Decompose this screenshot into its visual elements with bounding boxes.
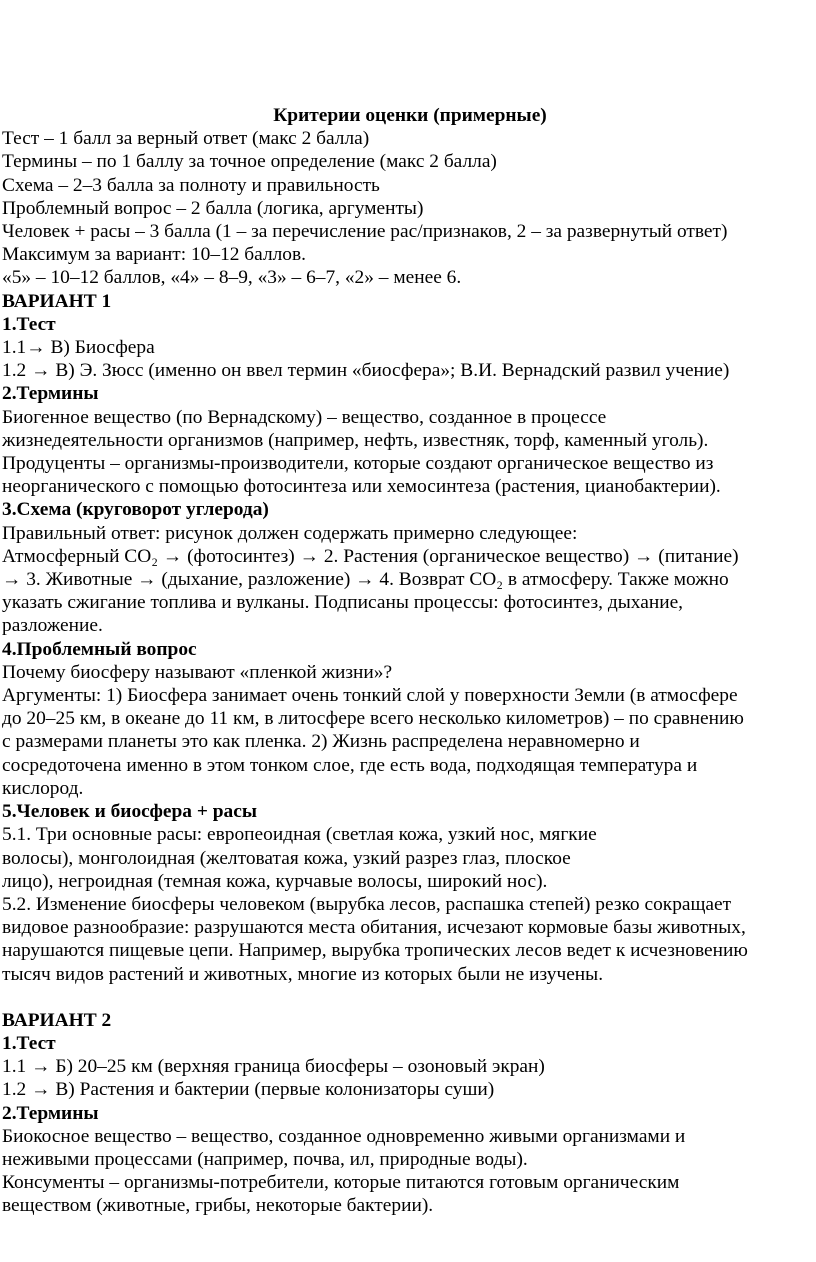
v1-test-line: 1.2 → В) Э. Зюсс (именно он ввел термин «биосфера»; В.И. Вернадский развил учение) — [2, 360, 730, 382]
v1-human-heading: 5.Человек и биосфера + расы — [2, 801, 257, 823]
v2-terms-line: Консументы – организмы-потребители, которые питаются готовым органическим — [2, 1172, 680, 1194]
v1-human-line: нарушаются пищевые цепи. Например, вырубка тропических лесов ведет к исчезновению — [2, 940, 748, 962]
criteria-line: Максимум за вариант: 10–12 баллов. — [2, 244, 307, 266]
v1-human-line: тысяч видов растений и животных, многие из которых были не изучены. — [2, 963, 604, 985]
v1-problem-line: Почему биосферу называют «пленкой жизни»? — [2, 661, 393, 683]
criteria-line: Человек + расы – 3 балла (1 – за перечисление рас/признаков, 2 – за развернутый ответ) — [2, 221, 728, 243]
v1-human-line: волосы), монголоидная (желтоватая кожа, узкий разрез глаз, плоское — [2, 847, 571, 869]
v2-test-heading: 1.Тест — [2, 1032, 56, 1054]
variant-2-title: ВАРИАНТ 2 — [2, 1009, 112, 1031]
criteria-line: Тест – 1 балл за верный ответ (макс 2 балла) — [2, 128, 370, 150]
v1-scheme-line: указать сжигание топлива и вулканы. Подписаны процессы: фотосинтез, дыхание, — [2, 592, 684, 614]
v1-terms-heading: 2.Термины — [2, 383, 99, 405]
v1-terms-line: Продуценты – организмы-производители, которые создают органическое вещество из — [2, 453, 714, 475]
v2-terms-line: неживыми процессами (например, почва, ил, природные воды). — [2, 1148, 528, 1170]
criteria-line: Схема – 2–3 балла за полноту и правильность — [2, 174, 380, 196]
v2-terms-heading: 2.Термины — [2, 1102, 99, 1124]
variant-1-title: ВАРИАНТ 1 — [2, 290, 112, 312]
v1-scheme-line: Атмосферный CO₂ → (фотосинтез) → 2. Растения (органическое вещество) → (питание) — [2, 545, 739, 567]
v1-test-heading: 1.Тест — [2, 313, 56, 335]
criteria-line: Проблемный вопрос – 2 балла (логика, аргументы) — [2, 197, 424, 219]
v1-human-line: 5.2. Изменение биосферы человеком (вырубка лесов, распашка степей) резко сокращает — [2, 893, 732, 915]
v1-human-line: видовое разнообразие: разрушаются места обитания, исчезают кормовые базы животных, — [2, 917, 746, 939]
section-spacer — [2, 986, 814, 1009]
v1-problem-line: сосредоточена именно в этом тонком слое, где есть вода, подходящая температура и — [2, 754, 698, 776]
v1-scheme-heading: 3.Схема (круговорот углерода) — [2, 499, 269, 521]
criteria-line: «5» – 10–12 баллов, «4» – 8–9, «3» – 6–7, «2» – менее 6. — [2, 267, 462, 289]
v1-test-line: 1.1→ В) Биосфера — [2, 337, 155, 359]
v1-scheme-line: разложение. — [2, 615, 103, 637]
v1-human-line: лицо), негроидная (темная кожа, курчавые волосы, широкий нос). — [2, 870, 548, 892]
v2-terms-line: Биокосное вещество – вещество, созданное одновременно живыми организмами и — [2, 1125, 686, 1147]
criteria-title: Критерии оценки (примерные) — [273, 105, 547, 126]
document-page — [2, 104, 814, 1218]
v2-test-line: 1.1 → Б) 20–25 км (верхняя граница биосферы – озоновый экран) — [2, 1056, 545, 1078]
v1-terms-line: неорганического с помощью фотосинтеза или хемосинтеза (растения, цианобактерии). — [2, 476, 721, 498]
v1-scheme-line: Правильный ответ: рисунок должен содержать примерно следующее: — [2, 522, 578, 544]
v1-human-line: 5.1. Три основные расы: европеоидная (светлая кожа, узкий нос, мягкие — [2, 824, 597, 846]
v1-terms-line: Биогенное вещество (по Вернадскому) – вещество, созданное в процессе — [2, 406, 607, 428]
criteria-line: Термины – по 1 баллу за точное определение (макс 2 балла) — [2, 151, 497, 173]
v1-problem-line: до 20–25 км, в океане до 11 км, в литосфере всего несколько километров) – по сравнению — [2, 708, 744, 730]
v1-problem-line: кислород. — [2, 777, 84, 799]
v1-problem-line: Аргументы: 1) Биосфера занимает очень тонкий слой у поверхности Земли (в атмосфере — [2, 685, 738, 707]
v2-terms-line: веществом (животные, грибы, некоторые бактерии). — [2, 1195, 434, 1217]
v1-problem-heading: 4.Проблемный вопрос — [2, 638, 197, 660]
v2-test-line: 1.2 → В) Растения и бактерии (первые колонизаторы суши) — [2, 1079, 495, 1101]
v1-problem-line: с размерами планеты это как пленка. 2) Жизнь распределена неравномерно и — [2, 731, 640, 753]
v1-scheme-line: → 3. Животные → (дыхание, разложение) → 4. Возврат CO₂ в атмосферу. Также можно — [2, 569, 729, 591]
v1-terms-line: жизнедеятельности организмов (например, нефть, известняк, торф, каменный уголь). — [2, 429, 709, 451]
